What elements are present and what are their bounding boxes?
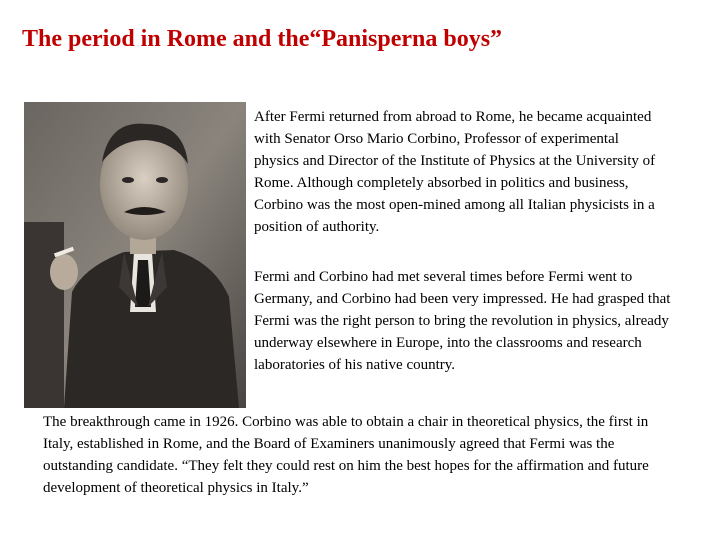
portrait-photo-icon xyxy=(24,102,246,408)
slide-title: The period in Rome and the“Panisperna boys” xyxy=(22,26,503,52)
corbino-portrait-photo xyxy=(24,102,246,408)
paragraph-fermi-corbino-meeting: Fermi and Corbino had met several times before Fermi went to Germany, and Corbino had been very impressed. He had grasped that Fermi was the right person to bring the revolution in physics, already underway elsewhere in Europe, into the classrooms and research laboratories of his native country. xyxy=(254,269,671,373)
paragraph-corbino-intro: After Fermi returned from abroad to Rome, he became acquainted with Senator Orso Mario Corbino, Professor of experimental physics and Director of the Institute of Physics at the University of Rome. Although completely absorbed in politics and business, Corbino was the most open-mined among all Italian physicists in a position of authority. xyxy=(254,109,656,235)
paragraph-breakthrough-1926: The breakthrough came in 1926. Corbino was able to obtain a chair in theoretical physics, the first in Italy, established in Rome, and the Board of Examiners unanimously agreed that Fermi was the outstanding candidate. “They felt they could rest on him the best hopes for the affirmation and future development of theoretical physics in Italy.” xyxy=(43,414,649,496)
